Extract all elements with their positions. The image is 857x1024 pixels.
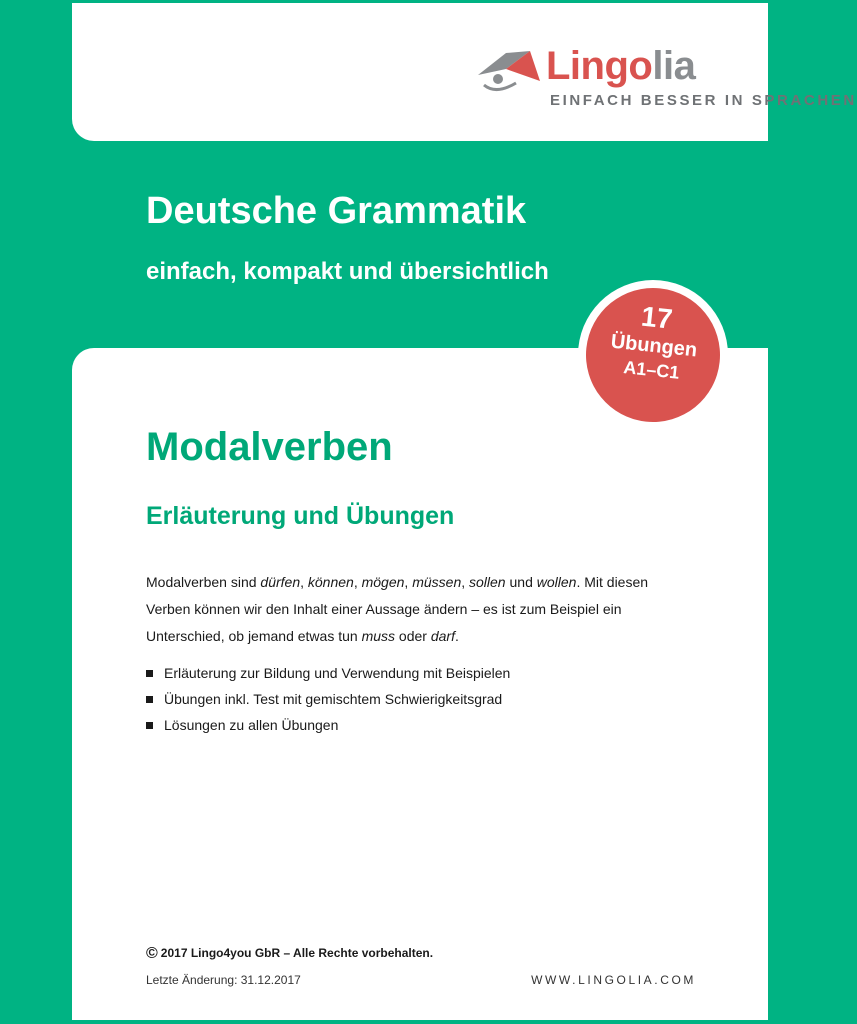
logo-word-part1: Lingo [546, 44, 653, 88]
list-item-text: Lösungen zu allen Übungen [164, 717, 339, 733]
list-item-text: Übungen inkl. Test mit gemischtem Schwierigkeitsgrad [164, 691, 503, 707]
verb-sollen: sollen [469, 574, 506, 590]
feature-list [146, 660, 686, 738]
intro-paragraph [146, 569, 676, 650]
logo-tagline: EINFACH BESSER IN SPRACHEN [550, 92, 857, 109]
badge-label: Übungen [609, 330, 699, 362]
page-title: Deutsche Grammatik [146, 190, 527, 232]
verb-mogen: mögen [361, 574, 405, 590]
verb-mussen: müssen [412, 574, 462, 590]
verb-wollen: wollen [536, 574, 577, 590]
badge-count: 17 [639, 300, 675, 335]
sep-3: , [404, 574, 413, 590]
logo[interactable] [476, 43, 857, 123]
topic-title: Modalverben [146, 425, 393, 469]
header-panel [72, 3, 857, 141]
square-bullet-icon [146, 670, 153, 677]
last-updated: Letzte Änderung: 31.12.2017 [146, 973, 301, 987]
website-link[interactable]: WWW.LINGOLIA.COM [531, 973, 696, 987]
copyright-text: 2017 Lingo4you GbR – Alle Rechte vorbehalten. [160, 946, 434, 960]
list-item [146, 686, 686, 712]
logo-wordmark [546, 43, 695, 89]
list-item [146, 712, 686, 738]
badge-level: A1–C1 [622, 357, 681, 383]
list-item-text: Erläuterung zur Bildung und Verwendung mit Beispielen [164, 665, 511, 681]
topic-subtitle: Erläuterung und Übungen [146, 502, 455, 530]
intro-text-3: oder [395, 628, 431, 644]
example-darf: darf [430, 628, 455, 644]
copyright-icon: © [146, 945, 158, 962]
lingolia-logo-icon [476, 45, 542, 95]
page-subtitle: einfach, kompakt und übersichtlich [146, 258, 549, 285]
logo-word-part2: lia [652, 44, 696, 88]
square-bullet-icon [146, 696, 153, 703]
sep-4: , [461, 574, 470, 590]
intro-text-1: Modalverben sind [146, 574, 261, 590]
square-bullet-icon [146, 722, 153, 729]
copyright [146, 945, 433, 963]
sep-2: , [353, 574, 362, 590]
verb-durfen: dürfen [260, 574, 301, 590]
verb-konnen: können [307, 574, 354, 590]
intro-and: und [505, 574, 537, 590]
intro-text-4: . [454, 628, 459, 644]
sep-1: , [300, 574, 308, 590]
example-muss: muss [361, 628, 396, 644]
list-item [146, 660, 686, 686]
intro-text-2: . Mit diesen Verben können wir den Inhalt einer Aussage ändern – es ist zum Beispiel ein Unterschied, ob jemand etwas tun [146, 574, 649, 644]
